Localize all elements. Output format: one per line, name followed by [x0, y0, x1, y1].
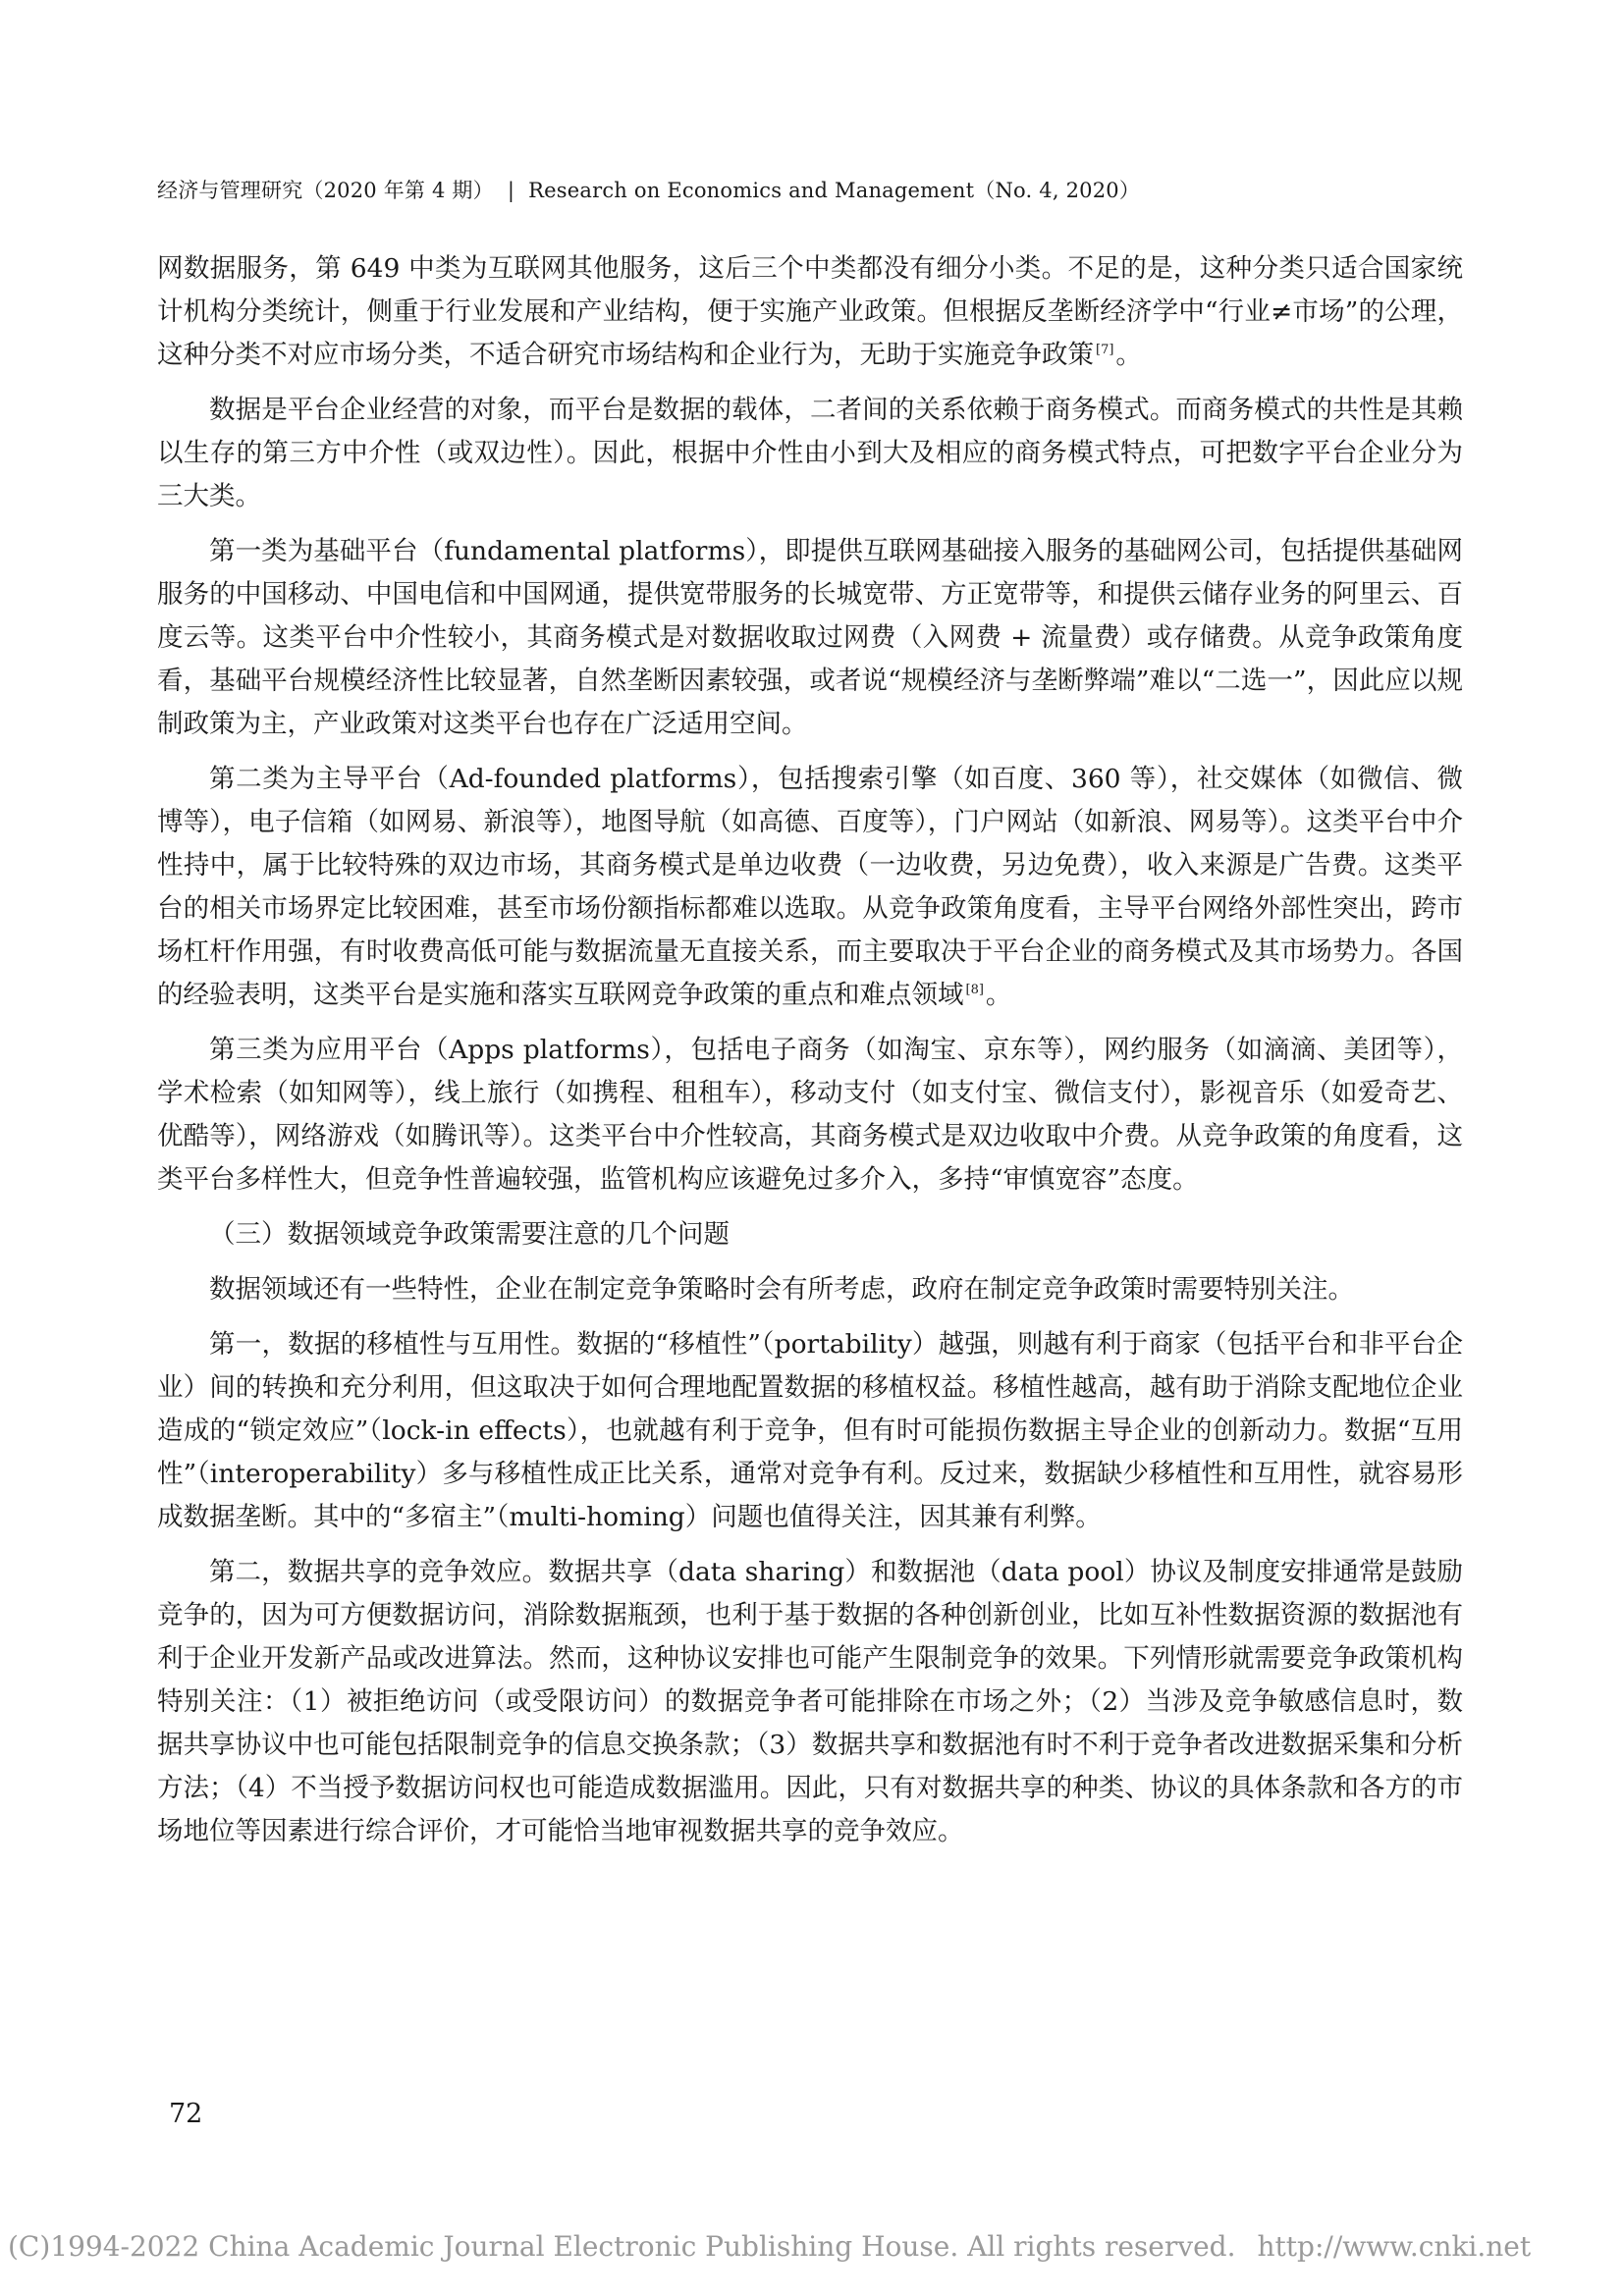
- article-body: [157, 247, 1463, 1865]
- citation-ref[interactable]: [7]: [1096, 343, 1114, 358]
- citation-ref[interactable]: [8]: [965, 983, 984, 998]
- journal-title-cn: 经济与管理研究（2020 年第 4 期）: [157, 179, 494, 202]
- paragraph-8: 第二，数据共享的竞争效应。数据共享（data sharing）和数据池（data pool）协议及制度安排通常是鼓励竞争的，因为可方便数据访问，消除数据瓶颈，也利于基于数据的各种创新创业，比如互补性数据资源的数据池有利于企业开发新产品或改进算法。然而，这种协议安排也可能产生限制竞争的效果。下列情形就需要竞争政策机构特别关注：（1）被拒绝访问（或受限访问）的数据竞争者可能排除在市场之外；（2）当涉及竞争敏感信息时，数据共享协议中也可能包括限制竞争的信息交换条款；（3）数据共享和数据池有时不利于竞争者改进数据采集和分析方法；（4）不当授予数据访问权也可能造成数据滥用。因此，只有对数据共享的种类、协议的具体条款和各方的市场地位等因素进行综合评价，才可能恰当地审视数据共享的竞争效应。: [157, 1557, 1463, 1846]
- page-number: 72: [169, 2099, 203, 2129]
- running-header: [157, 175, 1140, 204]
- paragraph-7: 第一，数据的移植性与互用性。数据的“移植性”（portability）越强，则越有利于商家（包括平台和非平台企业）间的转换和充分利用，但这取决于如何合理地配置数据的移植权益。移植性越高，越有助于消除支配地位企业造成的“锁定效应”（lock-in effects），也就越有利于竞争，但有时可能损伤数据主导企业的创新动力。数据“互用性”（interoperability）多与移植性成正比关系，通常对竞争有利。反过来，数据缺少移植性和互用性，就容易形成数据垄断。其中的“多宿主”（multi-homing）问题也值得关注，因其兼有利弊。: [157, 1329, 1463, 1532]
- paragraph-5: 第三类为应用平台（Apps platforms），包括电子商务（如淘宝、京东等），网约服务（如滴滴、美团等），学术检索（如知网等），线上旅行（如携程、租租车），移动支付（如支付宝、微信支付），影视音乐（如爱奇艺、优酷等），网络游戏（如腾讯等）。这类平台中介性较高，其商务模式是双边收取中介费。从竞争政策的角度看，这类平台多样性大，但竞争性普遍较强，监管机构应该避免过多介入，多持“审慎宽容”态度。: [157, 1035, 1463, 1195]
- section-heading: （三）数据领域竞争政策需要注意的几个问题: [209, 1219, 730, 1250]
- paragraph-4: 第二类为主导平台（Ad-founded platforms），包括搜索引擎（如百度、360 等），社交媒体（如微信、微博等），电子信箱（如网易、新浪等），地图导航（如高德、百度等），门户网站（如新浪、网易等）。这类平台中介性持中，属于比较特殊的双边市场，其商务模式是单边收费（一边收费，另边免费），收入来源是广告费。这类平台的相关市场界定比较困难，甚至市场份额指标都难以选取。从竞争政策角度看，主导平台网络外部性突出，跨市场杠杆作用强，有时收费高低可能与数据流量无直接关系，而主要取决于平台企业的商务模式及其市场势力。各国的经验表明，这类平台是实施和落实互联网竞争政策的重点和难点领域 [8]。: [157, 764, 1463, 1010]
- paragraph-1: 网数据服务，第 649 中类为互联网其他服务，这后三个中类都没有细分小类。不足的是，这种分类只适合国家统计机构分类统计，侧重于行业发展和产业结构，便于实施产业政策。但根据反垄断经济学中“行业≠市场”的公理，这种分类不对应市场分类，不适合研究市场结构和企业行为，无助于实施竞争政策 [7]。: [157, 253, 1463, 370]
- paragraph-2: 数据是平台企业经营的对象，而平台是数据的载体，二者间的关系依赖于商务模式。而商务模式的共性是其赖以生存的第三方中介性（或双边性）。因此，根据中介性由小到大及相应的商务模式特点，可把数字平台企业分为三大类。: [157, 395, 1463, 511]
- journal-title-en: Research on Economics and Management（No. 4, 2020）: [528, 179, 1141, 202]
- copyright-text: (C)1994-2022 China Academic Journal Electronic Publishing House. All rights reserved.: [8, 2230, 1236, 2263]
- cnki-link[interactable]: http://www.cnki.net: [1257, 2230, 1532, 2263]
- paragraph-6: 数据领域还有一些特性，企业在制定竞争策略时会有所考虑，政府在制定竞争政策时需要特别关注。: [209, 1274, 1354, 1305]
- copyright-footer: [8, 2230, 1531, 2263]
- header-separator: |: [507, 179, 515, 202]
- paragraph-3: 第一类为基础平台（fundamental platforms），即提供互联网基础接入服务的基础网公司，包括提供基础网服务的中国移动、中国电信和中国网通，提供宽带服务的长城宽带、方正宽带等，和提供云储存业务的阿里云、百度云等。这类平台中介性较小，其商务模式是对数据收取过网费（入网费 + 流量费）或存储费。从竞争政策角度看，基础平台规模经济性比较显著，自然垄断因素较强，或者说“规模经济与垄断弊端”难以“二选一”，因此应以规制政策为主，产业政策对这类平台也存在广泛适用空间。: [157, 536, 1463, 739]
